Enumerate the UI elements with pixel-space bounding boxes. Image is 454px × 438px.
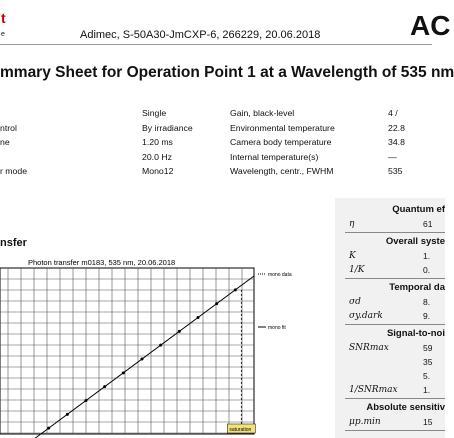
- param-label: ne: [0, 137, 10, 148]
- param-label: r mode: [0, 166, 28, 177]
- data-point: [122, 371, 125, 374]
- param-result: 4 /: [388, 108, 398, 119]
- result-symbol: σy.dark: [349, 311, 383, 321]
- result-symbol: SNRmax: [349, 343, 389, 353]
- page-title: mmary Sheet for Operation Point 1 at a Wavelength of 535 nm: [0, 64, 454, 81]
- result-symbol: 1/SNRmax: [349, 385, 398, 395]
- param-value: 1.20 ms: [142, 137, 173, 148]
- param-result: 22.8: [388, 122, 405, 133]
- section-divider: [345, 232, 445, 233]
- data-point: [197, 316, 200, 319]
- data-point: [103, 385, 106, 388]
- data-point: [85, 399, 88, 402]
- data-point: [234, 288, 237, 291]
- result-value: 1.: [423, 251, 431, 261]
- results-panel: [335, 198, 445, 438]
- section-divider: [345, 398, 445, 399]
- parameter-row: [0, 121, 432, 136]
- data-point: [178, 330, 181, 333]
- param-name: Camera body temperature: [230, 137, 332, 148]
- param-value: Mono12: [142, 166, 174, 177]
- result-value: 61: [423, 219, 433, 229]
- parameter-row: [0, 150, 432, 165]
- section-divider: [345, 324, 445, 325]
- param-value: Single: [142, 108, 167, 119]
- legend-entry: mono data: [268, 272, 292, 278]
- result-value: 59: [423, 343, 433, 353]
- data-point: [215, 302, 218, 305]
- header-mark-sub: e: [1, 31, 5, 38]
- result-value: 1.: [423, 385, 431, 395]
- param-name: Environmental temperature: [230, 122, 335, 133]
- section-divider: [345, 278, 445, 279]
- legend-entry: mono fit: [268, 325, 286, 331]
- parameter-row: [0, 164, 432, 179]
- param-result: —: [388, 151, 397, 162]
- param-label: ntrol: [0, 122, 17, 133]
- result-symbol: σd: [349, 297, 361, 307]
- parameter-row: [0, 106, 432, 121]
- param-result: 535: [388, 166, 403, 177]
- parameter-row: [0, 135, 432, 150]
- result-section-heading: Overall syste: [385, 236, 445, 247]
- chart-title: Photon transfer m0183, 535 nm, 20.06.2018: [28, 258, 176, 267]
- result-value: 0.: [423, 265, 431, 275]
- result-symbol: 1/K: [349, 265, 365, 275]
- param-name: Internal temperature(s): [230, 151, 319, 162]
- data-point: [66, 413, 69, 416]
- data-point: [141, 358, 144, 361]
- header-mark: t: [1, 10, 6, 26]
- saturation-label: saturation: [229, 427, 252, 433]
- result-section-heading: Signal-to-noi: [386, 328, 445, 339]
- data-point: [159, 344, 162, 347]
- fit-line: [30, 276, 254, 438]
- param-value: By irradiance: [142, 122, 193, 133]
- result-value: 9.: [423, 311, 431, 321]
- result-value: 35: [423, 357, 433, 367]
- result-symbol: μp.min: [349, 417, 381, 427]
- result-section-heading: Absolute sensitiv: [366, 402, 445, 413]
- param-name: Gain, black-level: [230, 108, 295, 119]
- company-logo: AC: [410, 10, 451, 41]
- chart-section-title: nsfer: [0, 237, 27, 249]
- data-point: [47, 427, 50, 430]
- result-value: 8.: [423, 297, 431, 307]
- header-subtitle: Adimec, S-50A30-JmCXP-6, 266229, 20.06.2018: [80, 29, 321, 41]
- result-symbol: K: [349, 251, 356, 261]
- header-divider: [0, 44, 432, 45]
- result-value: 5.: [423, 371, 431, 381]
- parameter-table: [0, 106, 432, 179]
- section-divider: [345, 430, 445, 431]
- param-name: Wavelength, centr., FWHM: [230, 166, 334, 177]
- param-result: 34.8: [388, 137, 405, 148]
- result-value: 15: [423, 417, 433, 427]
- param-value: 20.0 Hz: [142, 151, 172, 162]
- result-section-heading: Temporal da: [389, 282, 445, 293]
- result-symbol: η: [349, 219, 355, 229]
- photon-transfer-chart: [0, 254, 330, 434]
- result-section-heading: Quantum ef: [392, 204, 445, 215]
- param-label: [0, 150, 142, 165]
- param-label: [0, 106, 142, 121]
